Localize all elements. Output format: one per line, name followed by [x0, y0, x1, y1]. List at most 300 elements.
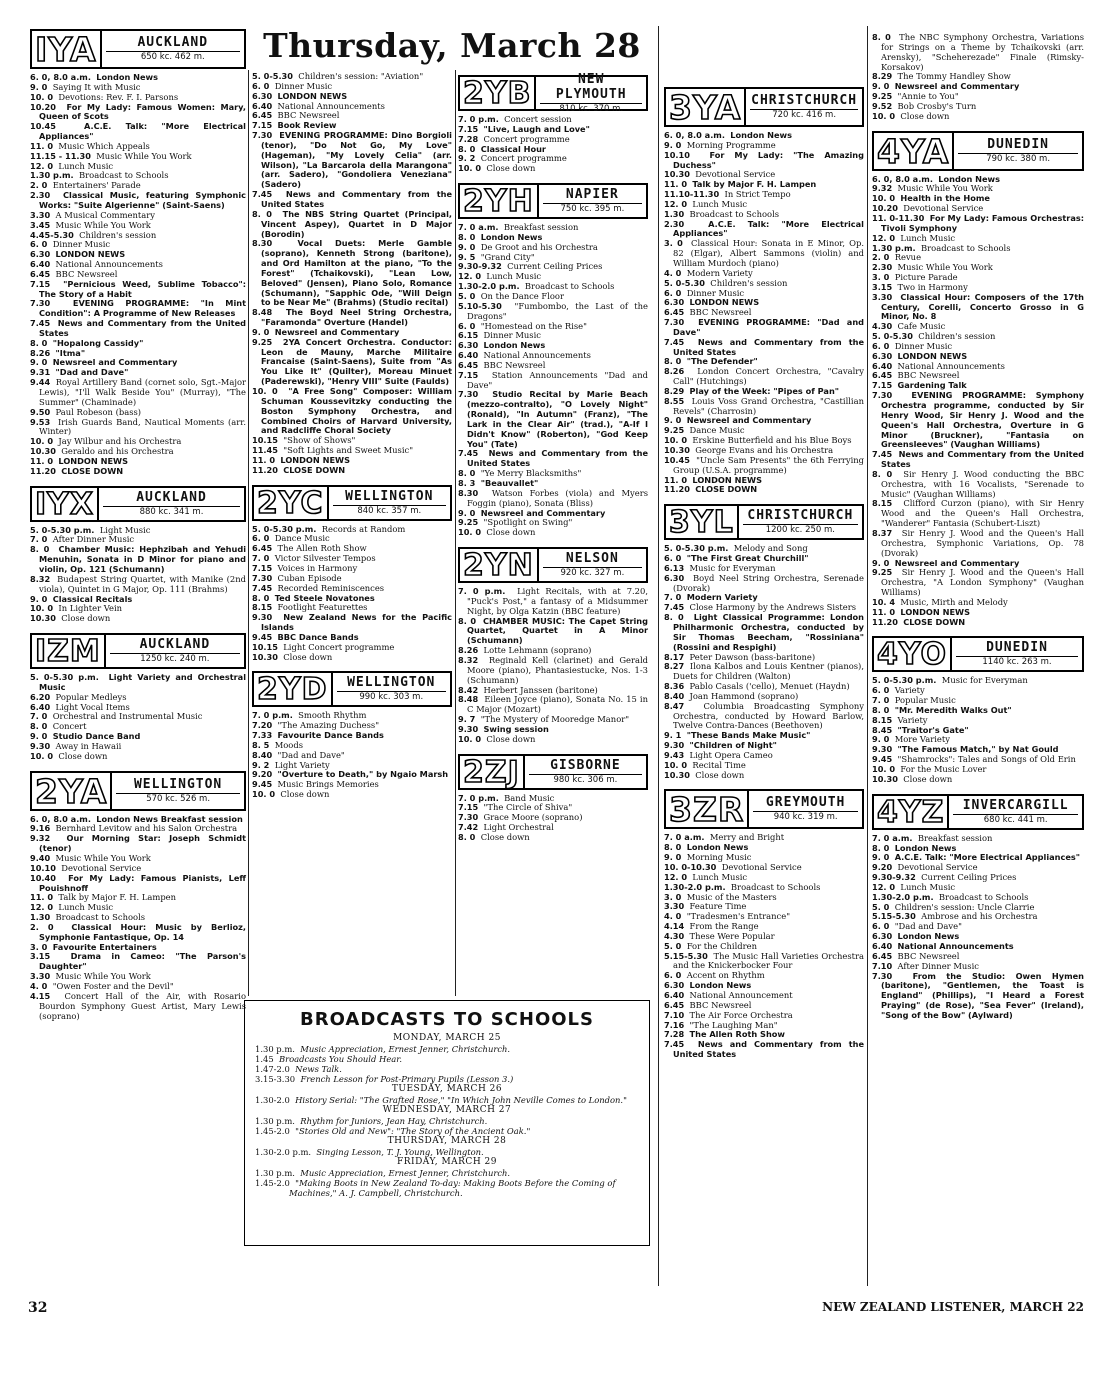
programme-title: "The Famous Match," by Nat Gould — [897, 744, 1059, 755]
programme-title: Modern Variety — [686, 592, 758, 603]
programme-entry — [30, 834, 246, 854]
programme-time: 7.20 — [252, 720, 273, 731]
programme-time: 3.30 — [664, 901, 685, 912]
programme-title: Clifford Curzon (piano), with Sir Henry Wood and the Queen's Hall Orchestra, "Wanderer" Fantasia (Schubert-Liszt) — [881, 498, 1084, 529]
programme-title: "Mr. Meredith Walks Out" — [894, 704, 1012, 715]
programme-entry — [664, 485, 864, 495]
programme-entry — [458, 695, 648, 715]
station-info — [950, 638, 1082, 670]
programme-title: Close down — [486, 733, 536, 744]
programme-time: 3.30 — [872, 291, 893, 302]
station-info — [744, 89, 862, 125]
programme-title: Newsreel and Commentary — [274, 326, 400, 337]
programme-time: 6.13 — [664, 562, 685, 573]
programme-time: 8.48 — [458, 694, 479, 705]
programme-title: National Announcements — [897, 940, 1014, 951]
programme-entry — [664, 220, 864, 240]
programme-title: "Children of Night" — [689, 740, 777, 751]
programme-title: LONDON NEWS — [689, 297, 760, 308]
programme-time: 9. 1 — [664, 730, 682, 741]
programme-entry — [664, 318, 864, 338]
schools-item — [255, 1044, 639, 1054]
station-header — [872, 131, 1084, 171]
programme-time: 6.45 — [30, 268, 51, 279]
programme-time: 5. 0-5.30 p.m. — [872, 675, 937, 686]
station-callsign: 4YA — [877, 131, 950, 171]
programme-title: Newsreel and Commentary — [894, 557, 1020, 568]
station-city: NELSON — [565, 551, 619, 567]
column-rule — [248, 70, 249, 996]
programme-entry — [664, 1040, 864, 1060]
programme-time: 8. 0 — [458, 231, 476, 242]
programme-entry — [252, 190, 452, 210]
station-frequency: 650 kc. 462 m. — [106, 51, 240, 63]
programme-title: Recital Time — [692, 759, 746, 770]
programme-title: A.C.E. Talk: "More Electrical Appliances" — [39, 121, 246, 142]
programme-time: 7. 0 — [30, 711, 48, 722]
programme-time: 12. 0 — [458, 271, 482, 282]
programme-time: 6. 0, 8.0 a.m. — [664, 130, 725, 140]
programme-time: 12. 0 — [872, 232, 896, 243]
programme-title: LONDON NEWS — [900, 606, 970, 617]
programme-title: Favourite Entertainers — [52, 941, 157, 952]
programme-title: "Homestead on the Rise" — [480, 320, 587, 331]
station-callsign: 2YH — [463, 184, 534, 220]
programme-time: 8.32 — [458, 654, 479, 665]
programme-time: 8.36 — [664, 681, 685, 692]
programme-title: New Zealand News for the Pacific Islands — [261, 612, 452, 633]
programme-title: Close down — [486, 527, 536, 538]
programme-time: 5.15-5.30 — [664, 950, 708, 961]
programme-title: Station Announcements "Dad and Dave" — [467, 369, 649, 390]
programme-title: A.C.E. Talk: "More Electrical Appliances" — [894, 852, 1081, 863]
station-frequency: 680 kc. 441 m. — [953, 814, 1078, 826]
programme-title: Broadcast to Schools — [938, 891, 1029, 902]
programme-time: 7. 0 — [664, 592, 682, 603]
programme-time: 7.15 — [30, 278, 51, 289]
programme-title: News and Commentary from the United States — [261, 189, 453, 209]
programme-time: 6. 0, 8.0 a.m. — [30, 72, 91, 82]
station-info — [327, 487, 450, 519]
programme-time: 10.30 — [30, 613, 56, 624]
programme-time: 10. 0 — [458, 163, 482, 174]
station-header — [664, 87, 864, 127]
schools-topic: Rhythm for Juniors, Jean Hay, Christchurch. — [300, 1116, 488, 1126]
station-frequency: 980 kc. 306 m. — [529, 774, 642, 786]
programme-time: 7.30 — [872, 970, 893, 981]
programme-title: For My Lady: Famous Women: Mary, Queen of Scots — [39, 101, 246, 122]
programme-title: EVENING PROGRAMME: Dino Borgioli (tenor), "Do Not Go, My Love" (Hageman), "My Lovely Celia" (arr. Wilson), "La Barcarola della Marangona" (arr. Sadero), "Gondoliera Veneziana" (Sadero) — [261, 130, 452, 190]
programme-entry — [252, 653, 452, 663]
programme-list — [664, 833, 864, 1059]
programme-time: 7.30 — [458, 389, 479, 400]
programme-entry — [30, 418, 246, 438]
programme-time: 1.30 p.m. — [30, 170, 74, 181]
programme-time: 8.40 — [252, 749, 273, 760]
programme-time: 6.30 — [664, 297, 685, 308]
programme-entry — [458, 528, 648, 538]
programme-time: 10. 0 — [872, 193, 896, 204]
programme-entry — [872, 33, 1084, 72]
programme-title: Light Orchestral — [483, 822, 554, 833]
programme-time: 6. 0 — [30, 239, 48, 250]
programme-title: Light Variety — [274, 759, 330, 770]
programme-title: Classical Hour — [480, 143, 546, 154]
schools-time: 1.45-2.0 — [255, 1178, 290, 1188]
programme-time: 7.30 — [252, 130, 273, 141]
programme-title: EVENING PROGRAMME: Symphony Orchestra programme, conducted by Sir Henry Wood, Sir Henry J. Wood and the Queen's Hall Orchestra, Overture in G Minor (Bruckner), "Fantasia on Greensleeves" (Vaughan Williams) — [881, 390, 1085, 450]
programme-title: Footlight Featurettes — [277, 602, 368, 613]
programme-time: 9. 0 — [30, 81, 48, 92]
programme-title: Dinner Music — [686, 287, 745, 298]
programme-time: 11.20 — [872, 616, 898, 627]
programme-title: Smooth Rhythm — [298, 710, 367, 721]
programme-entry — [252, 466, 452, 476]
programme-time: 6.40 — [30, 701, 51, 712]
programme-time: 8.55 — [664, 395, 685, 406]
station-city: WELLINGTON — [347, 675, 436, 691]
programme-time: 6.40 — [872, 360, 893, 371]
programme-title: George Evans and his Orchestra — [695, 445, 834, 455]
station-info — [537, 549, 646, 581]
programme-title: "Fumbombo, the Last of the Dragons" — [467, 300, 648, 321]
programme-title: Reginald Kell (clarinet) and Gerald Moore (piano), Phantasiestucke, Nos. 1-3 (Schumann) — [467, 654, 648, 685]
programme-entry — [30, 614, 246, 624]
programme-title: Close down — [486, 163, 536, 174]
programme-time: 9. 0 — [458, 241, 476, 252]
programme-time: 7.30 — [30, 298, 51, 309]
programme-time: 8.29 — [872, 71, 893, 82]
programme-entry — [252, 613, 452, 633]
programme-title: Sir Henry J. Wood and the Queen's Hall Orchestra, Symphonic Variations, Op. 78 (Dvorak) — [881, 527, 1084, 558]
programme-time: 6.15 — [458, 330, 479, 341]
station-info — [737, 506, 862, 538]
programme-time: 7.16 — [664, 1019, 685, 1030]
programme-time: 7.15 — [458, 123, 479, 134]
station-info — [537, 185, 646, 217]
programme-title: In Lighter Vein — [58, 603, 123, 614]
programme-title: Classical Hour: Composers of the 17th Century, Corelli, Concerto Grosso in G Minor, No. 8 — [881, 291, 1084, 322]
programme-title: Voices in Harmony — [277, 562, 358, 573]
programme-title: Newsreel and Commentary — [686, 415, 812, 426]
programme-time: 4.30 — [872, 321, 893, 332]
programme-title: Classical Hour: Music by Berlioz, Symphonie Fantastique, Op. 14 — [39, 921, 247, 942]
programme-entry — [458, 489, 648, 509]
programme-time: 6. 0 — [458, 320, 476, 331]
programme-time: 7.15 — [872, 380, 893, 391]
station-city: GREYMOUTH — [765, 795, 846, 811]
station-header — [252, 485, 452, 521]
programme-title: "Uncle Sam Presents" the 6th Ferrying Group (U.S.A. programme) — [673, 454, 865, 475]
station-city: CHRISTCHURCH — [751, 93, 858, 108]
programme-time: 9. 0 — [664, 415, 682, 426]
schools-topic: History Serial: "The Grafted Rose," "In Which John Neville Comes to London." — [295, 1095, 627, 1105]
programme-time: 9. 2 — [252, 759, 270, 770]
programme-time: 9. 7 — [458, 714, 476, 725]
programme-time: 5. 0-5.30 — [664, 277, 705, 288]
programme-time: 2. 0 — [872, 252, 890, 263]
programme-list — [872, 676, 1084, 784]
programme-time: 10.45 — [664, 454, 690, 465]
programme-title: For My Lady: Famous Pianists, Leff Pouishnoff — [39, 872, 247, 893]
programme-time: 6.30 — [664, 980, 685, 991]
programme-time: 7.15 — [252, 120, 273, 131]
programme-time: 10. 0 — [30, 436, 54, 447]
programme-time: 9. 0 — [872, 81, 890, 92]
programme-time: 7.45 — [664, 602, 685, 613]
programme-entry — [872, 293, 1084, 323]
programme-title: News and Commentary from the United States — [881, 449, 1084, 470]
programme-title: Two in Harmony — [897, 281, 968, 292]
programme-title: "Dad and Dave" — [277, 749, 345, 760]
column-1 — [30, 26, 246, 1298]
programme-time: 8. 0 — [252, 208, 272, 219]
programme-title: Play of the Week: "Pipes of Pan" — [689, 385, 840, 396]
programme-title: "Pernicious Weed, Sublime Tobacco": The Story of a Habit — [39, 278, 246, 299]
programme-time: 9.31 — [30, 367, 51, 378]
programme-title: Dinner Music — [52, 239, 111, 250]
programme-time: 10.10 — [30, 862, 56, 873]
programme-time: 10. 4 — [872, 596, 896, 607]
programme-time: 8.26 — [664, 366, 685, 377]
programme-entry — [664, 151, 864, 171]
programme-title: Current Ceiling Prices — [507, 261, 603, 272]
programme-time: 6.30 — [252, 90, 273, 101]
station-city: DUNEDIN — [986, 640, 1048, 656]
schools-time: 1.47-2.0 — [255, 1064, 290, 1074]
station-frequency: 1250 kc. 240 m. — [110, 653, 240, 665]
programme-title: Studio Recital by Marie Beach (mezzo-contralto), "O Lovely Night" (Ronald), "In Autumn" (Franz), "The Lark in the Clear Air" (trad.), "A-If I Didn't Know" (Roberton), "God Keep You" (Tate) — [467, 389, 648, 449]
programme-title: Close down — [695, 769, 745, 780]
programme-title: Concert programme — [480, 153, 567, 164]
programme-title: "The Amazing Duchess" — [277, 720, 380, 731]
station-city: WELLINGTON — [345, 488, 434, 504]
station-header — [458, 547, 648, 583]
programme-title: London News Breakfast session — [96, 813, 243, 824]
programme-time: 2.30 — [664, 218, 685, 229]
programme-title: The Tommy Handley Show — [897, 71, 1011, 82]
programme-time: 9. 0 — [664, 852, 682, 863]
programme-time: 8. 0 — [872, 704, 890, 715]
station-header — [664, 789, 864, 829]
programme-time: 10.15 — [252, 641, 278, 652]
programme-entry — [664, 239, 864, 269]
programme-time: 7.10 — [872, 960, 893, 971]
programme-time: 9.32 — [872, 183, 893, 194]
programme-title: Modern Variety — [686, 267, 753, 278]
programme-time: 6.40 — [458, 350, 479, 361]
programme-title: Bernhard Levitow and his Salon Orchestra — [55, 823, 238, 834]
programme-title: Devotional Service — [695, 169, 776, 180]
programme-time: 9.30-9.32 — [458, 261, 502, 272]
programme-title: BBC Newsreel — [689, 307, 752, 318]
programme-title: Variety — [894, 685, 925, 696]
programme-title: National Announcement — [689, 989, 793, 1000]
programme-time: 5. 0-5.30 p.m. — [30, 524, 95, 535]
programme-time: 9.44 — [30, 377, 51, 388]
programme-title: Broadcast to Schools — [730, 881, 821, 892]
programme-time: 5. 0-5.30 — [252, 71, 293, 81]
schools-day: THURSDAY, MARCH 28 — [387, 1136, 507, 1146]
programme-title: "The Defender" — [686, 356, 758, 367]
programme-title: Current Ceiling Prices — [921, 872, 1017, 883]
programme-title: De Groot and his Orchestra — [480, 241, 598, 252]
programme-time: 7.45 — [252, 582, 273, 593]
programme-title: "Beauvallet" — [480, 478, 539, 488]
programme-time: 8. 0 — [30, 721, 48, 732]
programme-time: 5.15-5.30 — [872, 911, 916, 922]
column-4 — [664, 84, 864, 1254]
programme-title: Light Recitals, with at 7.20, "Puck's Post," a fantasy of a Midsummer Night, by Olga Katzin (BBC feature) — [467, 586, 648, 616]
station-city: AUCKLAND — [139, 637, 211, 653]
programme-entry — [872, 618, 1084, 628]
programme-time: 7.15 — [458, 802, 479, 813]
station-header — [252, 671, 452, 707]
programme-title: National Announcements — [55, 259, 163, 270]
programme-entry — [30, 191, 246, 211]
programme-title: Drama in Cameo: "The Parson's Daughter" — [39, 951, 246, 972]
programme-title: Watson Forbes (viola) and Myers Foggin (piano), Sonata (Bliss) — [467, 487, 649, 508]
programme-time: 7. 0 p.m. — [458, 792, 499, 803]
programme-entry — [872, 391, 1084, 450]
programme-title: These Were Popular — [689, 930, 775, 941]
programme-time: 8.40 — [664, 690, 685, 701]
programme-title: Budapest String Quartet, with Manike (2nd viola), Quintet in G Major, Op. 111 (Brahms) — [39, 573, 246, 594]
column-2 — [252, 71, 453, 800]
programme-time: 3. 0 — [664, 238, 683, 249]
programme-time: 1.30 — [664, 208, 685, 219]
schools-day: FRIDAY, MARCH 29 — [397, 1157, 497, 1167]
programme-entry — [872, 450, 1084, 470]
programme-title: Gardening Talk — [897, 380, 967, 391]
programme-time: 8.30 — [252, 238, 273, 249]
programme-entry — [30, 673, 246, 693]
programme-entry — [664, 702, 864, 732]
programme-entry — [872, 499, 1084, 529]
programme-entry — [30, 575, 246, 595]
programme-time: 10. 0 — [30, 750, 54, 761]
programme-time: 2.30 — [872, 262, 893, 273]
programme-entry — [30, 923, 246, 943]
programme-time: 8.17 — [664, 651, 685, 662]
schools-item — [255, 1054, 639, 1064]
station-city: NEW PLYMOUTH — [555, 71, 627, 102]
programme-title: BBC Dance Bands — [277, 631, 359, 642]
page-title: Thursday, March 28 — [263, 26, 641, 65]
programme-time: 8. 0 — [664, 356, 682, 367]
programme-title: National Announcements — [277, 100, 385, 111]
schools-time: 1.30 p.m. — [255, 1116, 295, 1126]
programme-title: Talk by Major F. H. Lampen — [692, 179, 817, 190]
programme-time: 4. 0 — [664, 911, 682, 922]
programme-title: Light Variety and Orchestral Music — [39, 672, 247, 692]
schools-item — [255, 1178, 639, 1198]
programme-time: 4.15 — [30, 990, 51, 1001]
programme-time: 6. 0 — [252, 80, 270, 91]
programme-time: 8.29 — [664, 385, 685, 396]
programme-time: 10. 0-10.30 — [664, 862, 717, 872]
programme-entry — [664, 952, 864, 972]
programme-time: 10. 0 — [30, 603, 54, 614]
programme-list — [872, 33, 1084, 122]
schools-item — [255, 1168, 639, 1178]
schools-topic: Broadcasts You Should Hear. — [278, 1054, 403, 1064]
programme-time: 6. 0 — [872, 921, 890, 932]
programme-title: Morning Music — [686, 852, 752, 863]
programme-title: Jay Wilbur and his Orchestra — [58, 436, 182, 447]
programme-time: 10.30 — [252, 651, 278, 662]
station-callsign: 3YA — [669, 88, 742, 127]
programme-title: Vocal Duets: Merle Gamble (soprano), Kenneth Strong (baritone), and Ord Hamilton at the piano, "To the Forest" (Tchaikovski), "Lean Low, Beloved" (Jensen), Piano Solo, Romance (Schumann), "Sapphic Ode, "Will Deign to be Near Me" (Brahms) (Studio recital) — [261, 238, 452, 308]
programme-time: 6. 0, 8.0 a.m. — [872, 173, 933, 184]
station-city: CHRISTCHURCH — [747, 508, 854, 524]
programme-title: Away in Hawaii — [55, 740, 122, 751]
programme-title: Boyd Neel String Orchestra, Serenade (Dvorak) — [673, 572, 864, 593]
programme-time: 9.52 — [872, 100, 893, 111]
programme-time: 5. 0 — [664, 940, 682, 951]
station-header — [872, 636, 1084, 672]
programme-time: 5.10-5.30 — [458, 300, 502, 311]
programme-entry — [458, 656, 648, 686]
programme-time: 9.25 — [872, 91, 893, 102]
station-callsign: 3ZR — [669, 790, 745, 830]
programme-title: Breakfast session — [917, 832, 993, 843]
programme-time: 8. 0 — [872, 468, 893, 479]
programme-title: Pablo Casals ('cello), Menuet (Haydn) — [689, 681, 850, 692]
programme-title: Concert programme — [483, 133, 570, 144]
programme-entry — [30, 378, 246, 408]
programme-entry — [664, 574, 864, 594]
programme-title: Close down — [480, 831, 530, 842]
programme-title: Close down — [280, 789, 330, 800]
programme-list — [664, 544, 864, 780]
programme-title: For the Children — [686, 940, 757, 951]
programme-time: 10. 0 — [30, 91, 54, 102]
programme-title: "Grand City" — [480, 251, 535, 262]
programme-title: In Strict Tempo — [724, 189, 791, 200]
programme-time: 9.45 — [252, 779, 273, 790]
programme-time: 11.15 - 11.30 — [30, 150, 91, 161]
programme-entry — [30, 992, 246, 1022]
programme-title: A.C.E. Talk: "More Electrical Appliances" — [673, 218, 864, 239]
programme-entry — [458, 449, 648, 469]
programme-title: Grace Moore (soprano) — [483, 812, 583, 823]
programme-title: Music, Mirth and Melody — [900, 596, 1008, 607]
programme-time: 8. 0 — [30, 337, 48, 348]
programme-title: Geraldo and his Orchestra — [61, 446, 174, 457]
programme-time: 10.45 — [30, 121, 56, 132]
programme-time: 7.28 — [458, 133, 479, 144]
programme-title: Light Music — [99, 524, 151, 535]
programme-time: 9. 0 — [872, 852, 890, 863]
programme-time: 7. 0 — [30, 534, 48, 545]
programme-title: "Annie to You" — [897, 91, 959, 102]
schools-topic: News Talk. — [295, 1064, 342, 1074]
programme-time: 6.40 — [872, 940, 893, 951]
programme-title: Lunch Music — [58, 902, 114, 913]
schools-item — [255, 1064, 639, 1074]
station-frequency: 880 kc. 341 m. — [103, 506, 240, 518]
programme-title: "Overture to Death," by Ngaio Marsh — [277, 769, 449, 780]
programme-time: 3.15 — [30, 951, 51, 962]
programme-time: 7.42 — [458, 822, 479, 833]
programme-title: Lotte Lehmann (soprano) — [483, 645, 592, 656]
programme-time: 9.25 — [872, 567, 893, 578]
programme-time: 9.45 — [872, 754, 893, 765]
programme-time: 4.45-5.30 — [30, 229, 74, 240]
station-info — [110, 773, 244, 809]
programme-time: 9.43 — [664, 749, 685, 760]
